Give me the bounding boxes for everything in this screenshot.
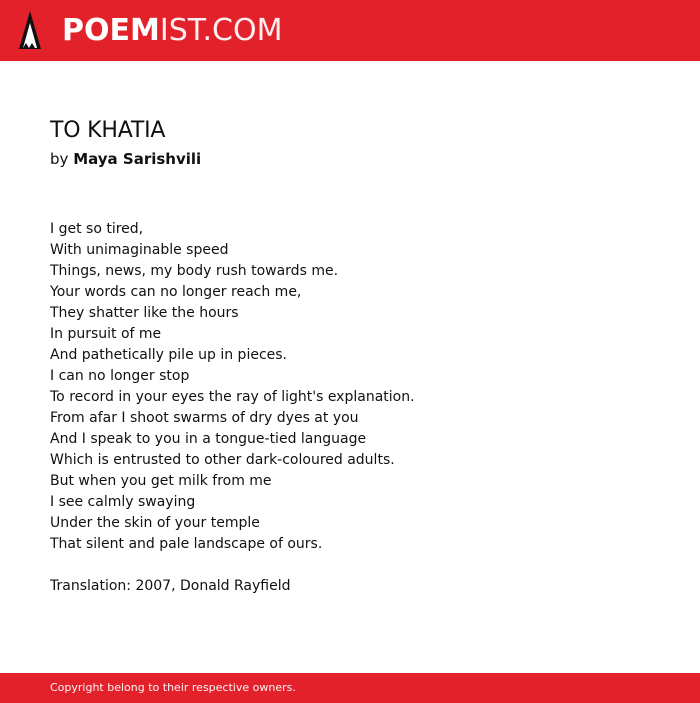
pencil-icon[interactable] [18,10,42,50]
poem-line: And I speak to you in a tongue-tied language [50,431,367,447]
poem-byline [50,149,201,169]
poem-line: That silent and pale landscape of ours. [50,536,323,552]
poem-line: In pursuit of me [50,326,162,342]
poem-line: Under the skin of your temple [50,515,260,531]
poem-line: From afar I shoot swarms of dry dyes at you [50,410,359,426]
poem-author: Maya Sarishvili [73,150,202,168]
poem-body [50,219,650,555]
site-footer [0,673,700,703]
poem-line: I see calmly swaying [50,494,196,510]
poem-line: I can no longer stop [50,368,190,384]
poem-line: Things, news, my body rush towards me. [50,263,339,279]
copyright-notice: Copyright belong to their respective owners. [50,681,296,694]
poem-line: And pathetically pile up in pieces. [50,347,287,363]
poem-line: Your words can no longer reach me, [50,284,302,300]
translation-credit: Translation: 2007, Donald Rayfield [50,578,291,594]
site-logo[interactable] [62,13,282,49]
poem-title: TO KHATIA [50,118,166,143]
poem-line: With unimaginable speed [50,242,229,258]
poem-line: They shatter like the hours [50,305,239,321]
poem-line: I get so tired, [50,221,144,237]
site-header [0,0,700,61]
logo-text-light: IST.COM [159,13,283,48]
logo-text-bold: POEM [62,13,160,48]
byline-prefix: by [50,150,69,168]
poem-line: But when you get milk from me [50,473,272,489]
poem-line: Which is entrusted to other dark-coloured adults. [50,452,395,468]
poem-line: To record in your eyes the ray of light's explanation. [50,389,415,405]
